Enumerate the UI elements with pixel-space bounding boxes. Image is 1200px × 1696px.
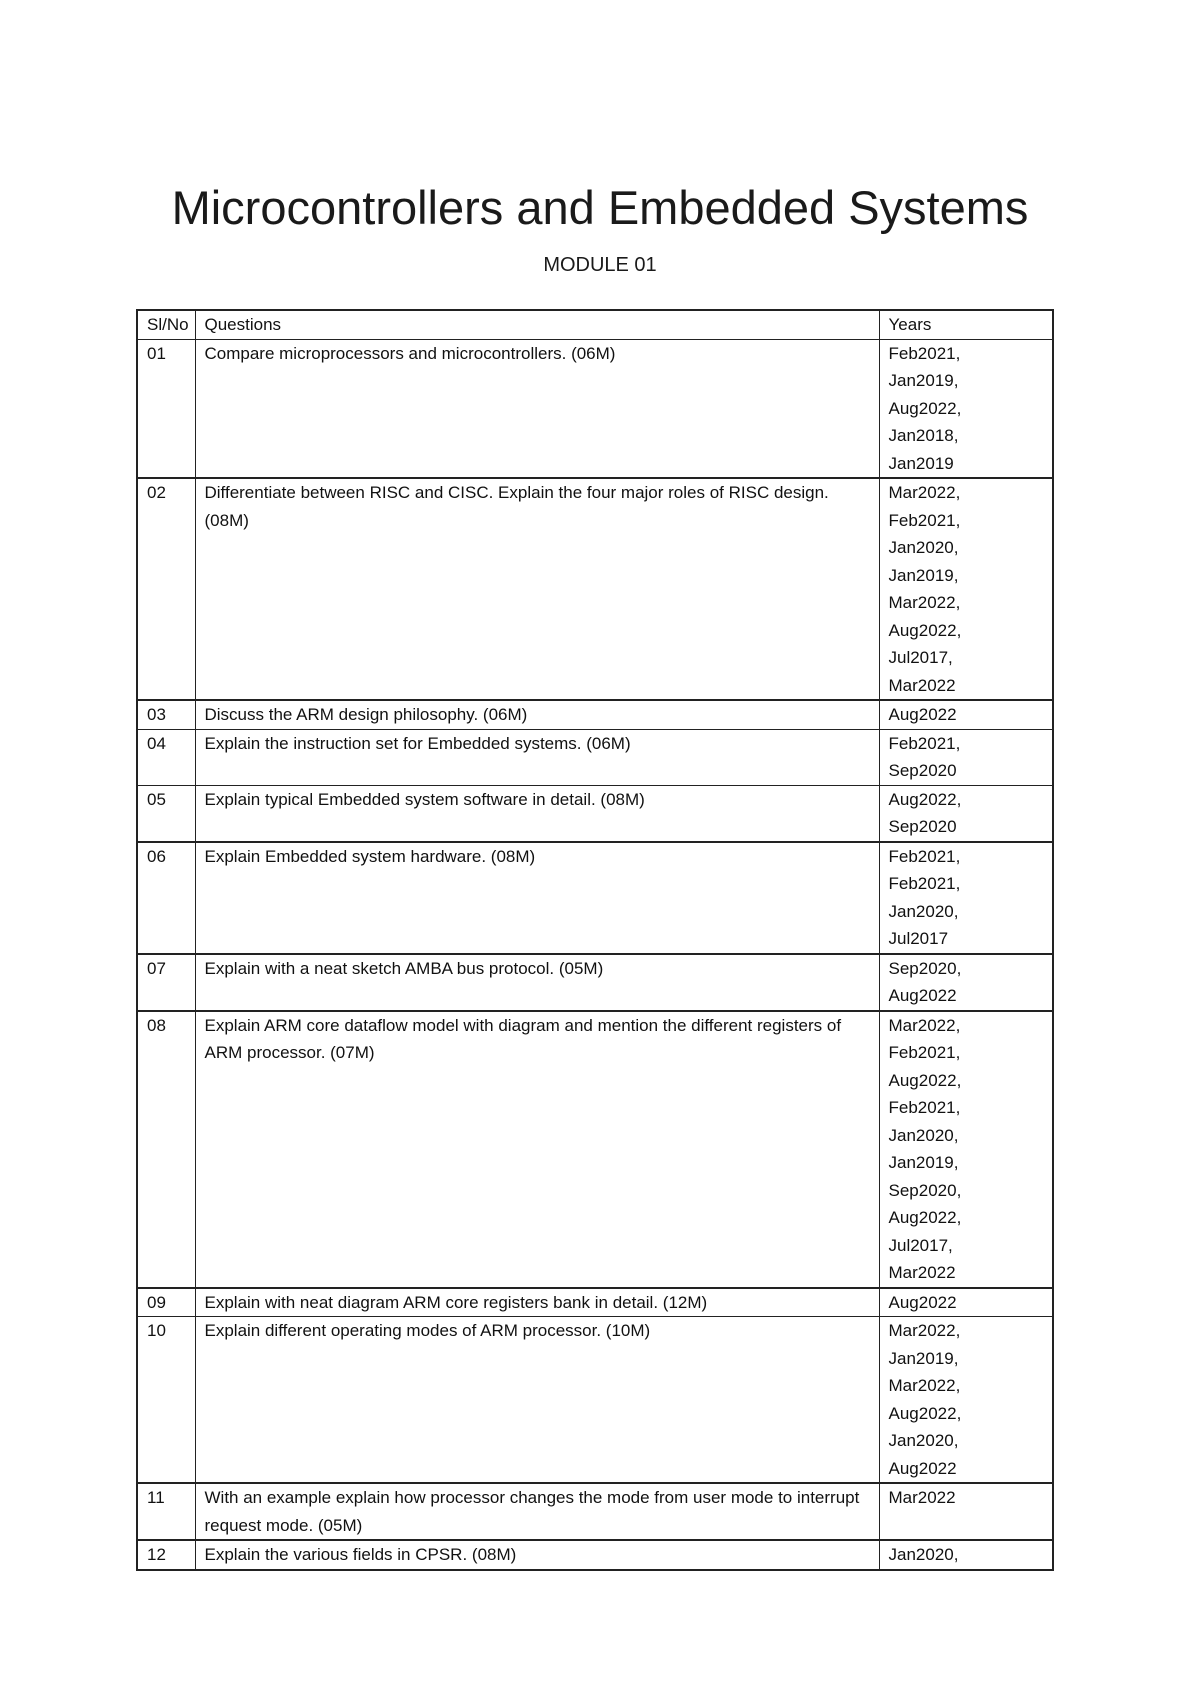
year-entry: Jan2020,	[888, 1545, 959, 1564]
year-entry: Sep2020,	[888, 1180, 962, 1200]
row-sl-no: 01	[137, 339, 195, 478]
year-entry: Feb2021,	[888, 846, 961, 866]
row-question: Explain with neat diagram ARM core registers bank in detail. (12M)	[195, 1288, 879, 1317]
year-entry: Jul2017	[888, 929, 949, 948]
row-sl-no: 04	[137, 729, 195, 785]
row-question: Explain Embedded system hardware. (08M)	[195, 842, 879, 954]
row-years	[879, 339, 1053, 478]
row-years	[879, 1011, 1053, 1288]
year-entry: Jul2017,	[888, 648, 953, 667]
table-row	[137, 1317, 1053, 1484]
year-entry: Mar2022	[888, 1263, 956, 1282]
row-sl-no: 11	[137, 1483, 195, 1540]
header-sl-no: Sl/No	[137, 310, 195, 339]
table-row	[137, 842, 1053, 954]
row-sl-no: 07	[137, 954, 195, 1011]
row-question: Explain typical Embedded system software in detail. (08M)	[195, 785, 879, 842]
year-entry: Mar2022,	[888, 593, 961, 612]
row-years	[879, 1288, 1053, 1317]
table-row	[137, 785, 1053, 842]
row-question: Explain the various fields in CPSR. (08M)	[195, 1540, 879, 1570]
row-question: Differentiate between RISC and CISC. Explain the four major roles of RISC design. (08M)	[195, 478, 879, 700]
header-questions: Questions	[195, 310, 879, 339]
table-row	[137, 478, 1053, 700]
row-years	[879, 785, 1053, 842]
row-sl-no: 12	[137, 1540, 195, 1570]
table-row	[137, 700, 1053, 729]
year-entry: Aug2022	[888, 986, 957, 1005]
year-entry: Feb2021,	[888, 343, 961, 363]
row-years	[879, 729, 1053, 785]
year-entry: Aug2022,	[888, 398, 962, 418]
table-row	[137, 1011, 1053, 1288]
year-entry: Jan2019	[888, 453, 954, 473]
row-question: Explain with a neat sketch AMBA bus protocol. (05M)	[195, 954, 879, 1011]
table-row	[137, 339, 1053, 478]
row-years	[879, 1483, 1053, 1540]
table-row	[137, 729, 1053, 785]
year-entry: Sep2020	[888, 817, 957, 836]
year-entry: Aug2022	[888, 1458, 957, 1478]
year-entry: Mar2022	[888, 1488, 956, 1507]
year-entry: Aug2022	[888, 1292, 957, 1312]
row-years	[879, 954, 1053, 1011]
year-entry: Mar2022,	[888, 1321, 961, 1340]
table-header-row	[137, 310, 1053, 339]
document-title: Microcontrollers and Embedded Systems	[171, 181, 1029, 234]
year-entry: Aug2022,	[888, 1070, 962, 1090]
row-years	[879, 700, 1053, 729]
year-entry: Sep2020,	[888, 958, 962, 978]
year-entry: Mar2022	[888, 675, 956, 695]
row-years	[879, 1540, 1053, 1570]
year-entry: Aug2022,	[888, 789, 962, 809]
row-years	[879, 842, 1053, 954]
year-entry: Jan2019,	[888, 1153, 959, 1172]
table-row	[137, 1288, 1053, 1317]
year-entry: Feb2021,	[888, 510, 961, 530]
year-entry: Jan2018,	[888, 426, 959, 445]
year-entry: Mar2022,	[888, 1015, 961, 1035]
questions-table	[136, 309, 1054, 1571]
year-entry: Feb2021,	[888, 874, 961, 893]
row-question: Explain ARM core dataflow model with diagram and mention the different registers of ARM processor. (07M)	[195, 1011, 879, 1288]
table-body	[137, 339, 1053, 1570]
row-sl-no: 02	[137, 478, 195, 700]
row-sl-no: 03	[137, 700, 195, 729]
year-entry: Mar2022,	[888, 1376, 961, 1395]
year-entry: Sep2020	[888, 761, 957, 780]
year-entry: Feb2021,	[888, 733, 961, 753]
table-row	[137, 1540, 1053, 1570]
year-entry: Feb2021,	[888, 1098, 961, 1117]
year-entry: Jan2020,	[888, 1431, 959, 1450]
row-sl-no: 06	[137, 842, 195, 954]
row-years	[879, 1317, 1053, 1484]
year-entry: Jan2019,	[888, 565, 959, 585]
year-entry: Jul2017,	[888, 1235, 953, 1255]
row-sl-no: 09	[137, 1288, 195, 1317]
row-question: Compare microprocessors and microcontrollers. (06M)	[195, 339, 879, 478]
row-years	[879, 478, 1053, 700]
year-entry: Jan2020,	[888, 1125, 959, 1145]
row-sl-no: 10	[137, 1317, 195, 1484]
year-entry: Jan2019,	[888, 1348, 959, 1368]
year-entry: Aug2022,	[888, 1403, 962, 1423]
row-question: Discuss the ARM design philosophy. (06M)	[195, 700, 879, 729]
year-entry: Jan2020,	[888, 901, 959, 921]
year-entry: Jan2020,	[888, 538, 959, 557]
year-entry: Jan2019,	[888, 371, 959, 390]
row-sl-no: 05	[137, 785, 195, 842]
table-row	[137, 954, 1053, 1011]
row-question: Explain the instruction set for Embedded systems. (06M)	[195, 729, 879, 785]
header-years: Years	[879, 310, 1053, 339]
year-entry: Aug2022	[888, 705, 957, 724]
year-entry: Mar2022,	[888, 483, 961, 502]
year-entry: Feb2021,	[888, 1043, 961, 1062]
row-question: Explain different operating modes of ARM processor. (10M)	[195, 1317, 879, 1484]
year-entry: Aug2022,	[888, 620, 962, 640]
year-entry: Aug2022,	[888, 1208, 962, 1227]
row-question: With an example explain how processor changes the mode from user mode to interrupt request mode. (05M)	[195, 1483, 879, 1540]
row-sl-no: 08	[137, 1011, 195, 1288]
table-row	[137, 1483, 1053, 1540]
module-subtitle: MODULE 01	[543, 254, 657, 276]
